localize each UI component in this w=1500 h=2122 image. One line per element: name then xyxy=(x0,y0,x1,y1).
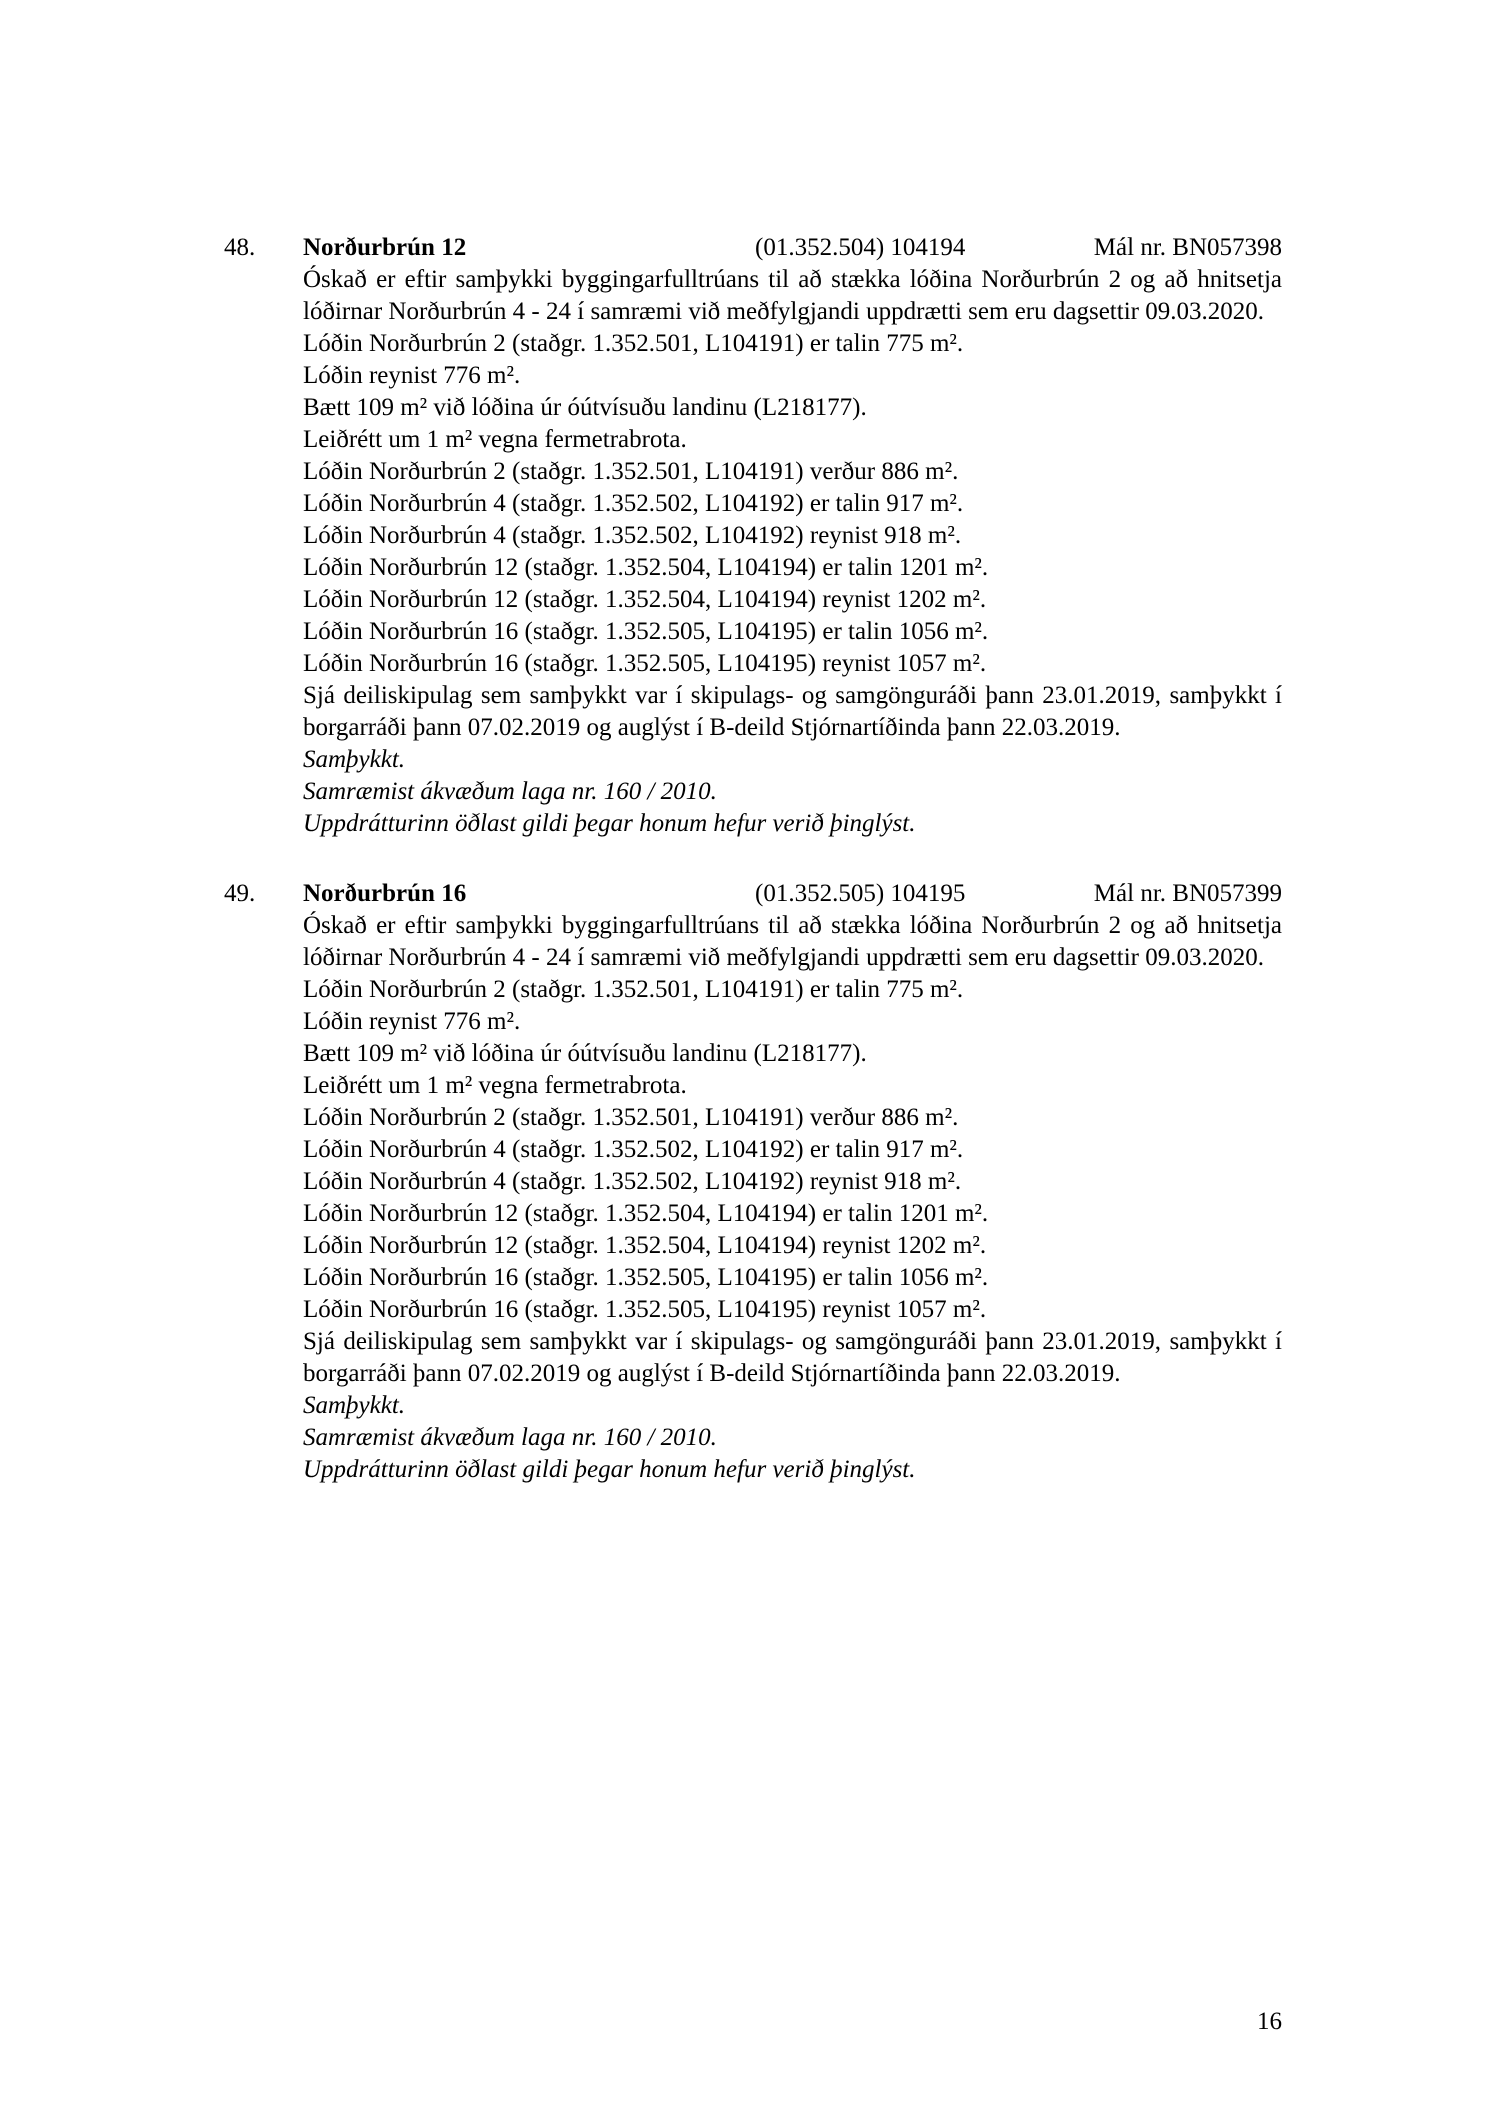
item-body xyxy=(222,910,1282,1486)
paragraph: Bætt 109 m² við lóðina úr óútvísuðu landinu (L218177). xyxy=(303,394,867,421)
paragraph: Lóðin Norðurbrún 4 (staðgr. 1.352.502, L104192) er talin 917 m². xyxy=(303,1136,964,1163)
item-heading xyxy=(222,878,1282,910)
agenda-item-48 xyxy=(222,232,1282,840)
item-number: 49. xyxy=(224,880,256,907)
paragraph: Lóðin Norðurbrún 2 (staðgr. 1.352.501, L104191) er talin 775 m². xyxy=(303,976,964,1003)
paragraph: Lóðin Norðurbrún 12 (staðgr. 1.352.504, L104194) reynist 1202 m². xyxy=(303,1232,987,1259)
paragraph: Sjá deiliskipulag sem samþykkt var í skipulags- og samgönguráði þann 23.01.2019, samþykkt í borgarráði þann 07.02.2019 og auglýst í B-deild Stjórnartíðinda þann 22.03.2019. xyxy=(303,1328,1282,1387)
paragraph: Leiðrétt um 1 m² vegna fermetrabrota. xyxy=(303,1072,687,1099)
paragraph: Lóðin Norðurbrún 4 (staðgr. 1.352.502, L104192) er talin 917 m². xyxy=(303,490,964,517)
paragraph: Lóðin reynist 776 m². xyxy=(303,1008,521,1035)
item-resolution xyxy=(303,744,1282,840)
item-paragraphs xyxy=(303,264,1282,744)
paragraph: Óskað er eftir samþykki byggingarfulltrúans til að stækka lóðina Norðurbrún 2 og að hnitsetja lóðirnar Norðurbrún 4 - 24 í samræmi við meðfylgjandi uppdrætti sem eru dagsettir 09.03.2020. xyxy=(303,266,1282,325)
paragraph: Lóðin Norðurbrún 16 (staðgr. 1.352.505, L104195) reynist 1057 m². xyxy=(303,650,987,677)
paragraph: Sjá deiliskipulag sem samþykkt var í skipulags- og samgönguráði þann 23.01.2019, samþykkt í borgarráði þann 07.02.2019 og auglýst í B-deild Stjórnartíðinda þann 22.03.2019. xyxy=(303,682,1282,741)
item-heading xyxy=(222,232,1282,264)
resolution-line: Samræmist ákvæðum laga nr. 160 / 2010. xyxy=(303,778,717,805)
resolution-line: Uppdrátturinn öðlast gildi þegar honum hefur verið þinglýst. xyxy=(303,1456,916,1483)
paragraph: Óskað er eftir samþykki byggingarfulltrúans til að stækka lóðina Norðurbrún 2 og að hnitsetja lóðirnar Norðurbrún 4 - 24 í samræmi við meðfylgjandi uppdrætti sem eru dagsettir 09.03.2020. xyxy=(303,912,1282,971)
paragraph: Lóðin Norðurbrún 16 (staðgr. 1.352.505, L104195) er talin 1056 m². xyxy=(303,618,989,645)
agenda-item-49 xyxy=(222,878,1282,1486)
resolution-line: Samþykkt. xyxy=(303,1392,406,1419)
paragraph: Lóðin Norðurbrún 2 (staðgr. 1.352.501, L104191) verður 886 m². xyxy=(303,458,959,485)
resolution-line: Samþykkt. xyxy=(303,746,406,773)
item-title: Norðurbrún 16 xyxy=(303,880,467,907)
item-reference: (01.352.504) 104194 xyxy=(755,234,966,261)
paragraph: Lóðin reynist 776 m². xyxy=(303,362,521,389)
paragraph: Lóðin Norðurbrún 16 (staðgr. 1.352.505, L104195) reynist 1057 m². xyxy=(303,1296,987,1323)
paragraph: Lóðin Norðurbrún 12 (staðgr. 1.352.504, L104194) er talin 1201 m². xyxy=(303,1200,989,1227)
paragraph: Lóðin Norðurbrún 16 (staðgr. 1.352.505, L104195) er talin 1056 m². xyxy=(303,1264,989,1291)
item-number: 48. xyxy=(224,234,256,261)
paragraph: Lóðin Norðurbrún 12 (staðgr. 1.352.504, L104194) er talin 1201 m². xyxy=(303,554,989,581)
item-case-number: Mál nr. BN057398 xyxy=(1093,234,1282,261)
item-reference: (01.352.505) 104195 xyxy=(755,880,966,907)
page-number: 16 xyxy=(1257,2008,1282,2035)
resolution-line: Samræmist ákvæðum laga nr. 160 / 2010. xyxy=(303,1424,717,1451)
item-title: Norðurbrún 12 xyxy=(303,234,467,261)
paragraph: Bætt 109 m² við lóðina úr óútvísuðu landinu (L218177). xyxy=(303,1040,867,1067)
item-body xyxy=(222,264,1282,840)
paragraph: Lóðin Norðurbrún 4 (staðgr. 1.352.502, L104192) reynist 918 m². xyxy=(303,1168,962,1195)
item-case-number: Mál nr. BN057399 xyxy=(1093,880,1282,907)
paragraph: Leiðrétt um 1 m² vegna fermetrabrota. xyxy=(303,426,687,453)
item-paragraphs xyxy=(303,910,1282,1390)
paragraph: Lóðin Norðurbrún 4 (staðgr. 1.352.502, L104192) reynist 918 m². xyxy=(303,522,962,549)
resolution-line: Uppdrátturinn öðlast gildi þegar honum hefur verið þinglýst. xyxy=(303,810,916,837)
paragraph: Lóðin Norðurbrún 2 (staðgr. 1.352.501, L104191) er talin 775 m². xyxy=(303,330,964,357)
paragraph: Lóðin Norðurbrún 2 (staðgr. 1.352.501, L104191) verður 886 m². xyxy=(303,1104,959,1131)
paragraph: Lóðin Norðurbrún 12 (staðgr. 1.352.504, L104194) reynist 1202 m². xyxy=(303,586,987,613)
item-resolution xyxy=(303,1390,1282,1486)
